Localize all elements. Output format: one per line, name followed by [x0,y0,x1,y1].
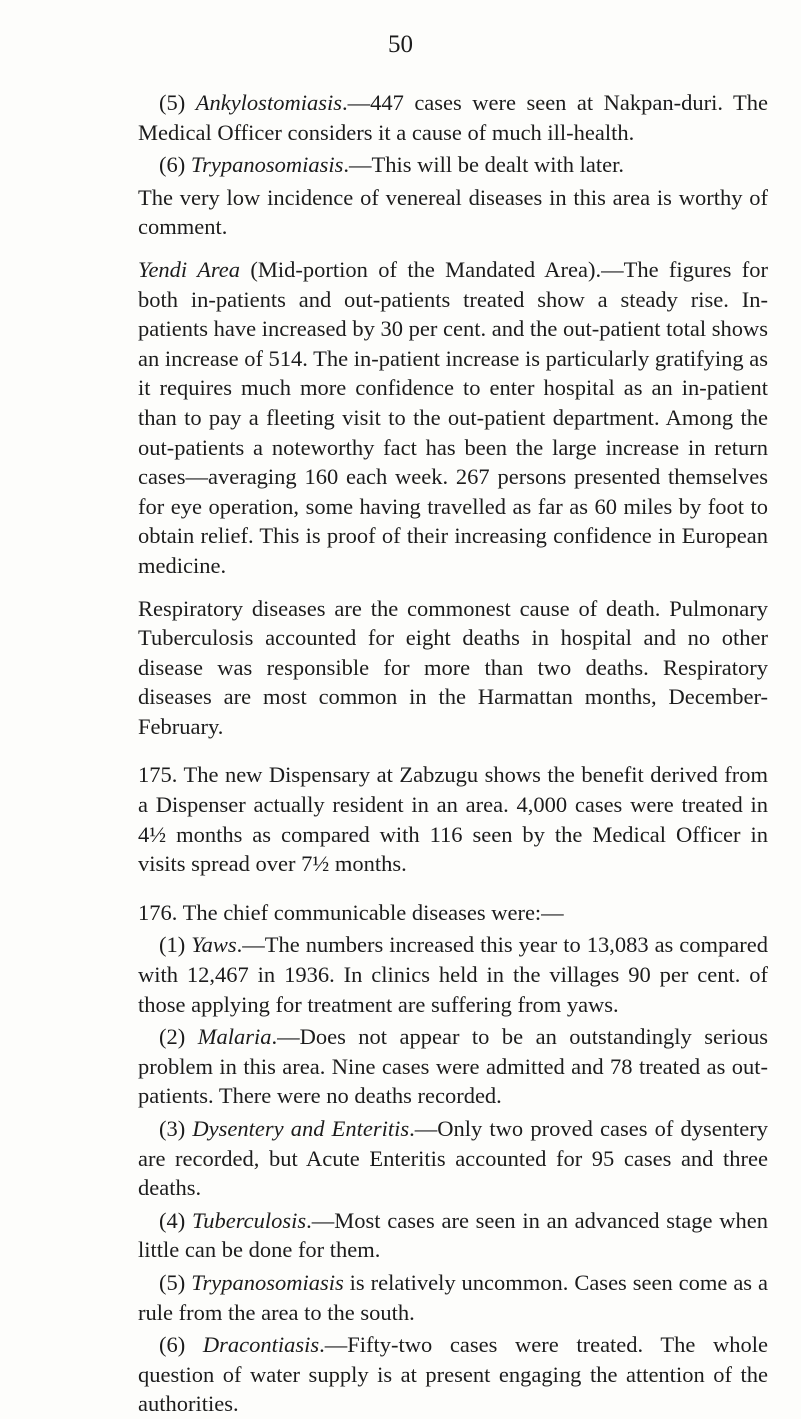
disease-term: Malaria [197,1024,272,1050]
paragraph-176: 176. The chief communicable diseases were:— [138,899,564,925]
page-number: 50 [388,31,413,58]
body-text [138,88,768,1419]
paragraph-dysentery: (3) Dysentery and Enteritis.—Only two proved cases of dysentery are recorded, but Acute Enteritis accounted for 95 cases and three deaths. [138,1116,768,1201]
paragraph-venereal: The very low incidence of venereal diseases in this area is worthy of comment. [138,184,768,240]
paragraph-respiratory: Respiratory diseases are the commonest cause of death. Pulmonary Tuberculosis accounted for eight deaths in hospital and no other disease was responsible for more than two deaths. Respiratory diseases are most common in the Harmattan months, December-February. [138,595,768,739]
disease-term: Trypanosomiasis [190,152,344,178]
paragraph-tuberculosis: (4) Tuberculosis.—Most cases are seen in an advanced stage when little can be done for them. [138,1207,768,1263]
paragraph-yaws: (1) Yaws.—The numbers increased this year to 13,083 as compared with 12,467 in 1936. In clinics held in the villages 90 per cent. of those applying for treatment are suffering from yaws. [138,932,768,1017]
disease-term: Yaws [191,932,237,958]
disease-term: Dracontiasis [202,1332,320,1358]
paragraph-yendi-area: Yendi Area (Mid-portion of the Mandated Area).—The figures for both in-patients and out-patients treated show a steady rise. In-patients have increased by 30 per cent. and the out-patient total shows an increase of 514. The in-patient increase is particularly gratifying as it requires much more confidence to enter hospital as an in-patient than to pay a fleeting visit to the out-patient department. Among the out-patients a noteworthy fact has been the large increase in return cases—averaging 160 each week. 267 persons presented themselves for eye operation, some having travelled as far as 60 miles by foot to obtain relief. This is proof of their increasing confidence in European medicine. [138,256,768,578]
paragraph-trypanosomiasis: (5) Trypanosomiasis is relatively uncommon. Cases seen come as a rule from the area to the south. [138,1269,768,1325]
paragraph-dracontiasis: (6) Dracontiasis.—Fifty-two cases were treated. The whole question of water supply is at present engaging the attention of the authorities. [138,1332,768,1417]
paragraph-175: 175. The new Dispensary at Zabzugu shows the benefit derived from a Dispenser actually resident in an area. 4,000 cases were treated in 4½ months as compared with 116 seen by the Medical Officer in visits spread over 7½ months. [138,762,768,877]
disease-term: Tuberculosis [191,1207,307,1233]
disease-term: Dysentery and Enteritis [192,1116,410,1141]
disease-term: Ankylostomiasis [195,90,342,115]
paragraph-ankylostomiasis: (5) Ankylostomiasis.—447 cases were seen at Nakpan-duri. The Medical Officer considers it a cause of much ill-health. [138,90,768,145]
paragraph-trypanosomiasis-note: (6) Trypanosomiasis.—This will be dealt with later. [159,152,624,178]
disease-term: Trypanosomiasis [191,1269,344,1295]
area-heading: Yendi Area [138,256,241,282]
paragraph-malaria: (2) Malaria.—Does not appear to be an outstandingly serious problem in this area. Nine cases were admitted and 78 treated as out-patients. There were no deaths recorded. [138,1024,768,1109]
